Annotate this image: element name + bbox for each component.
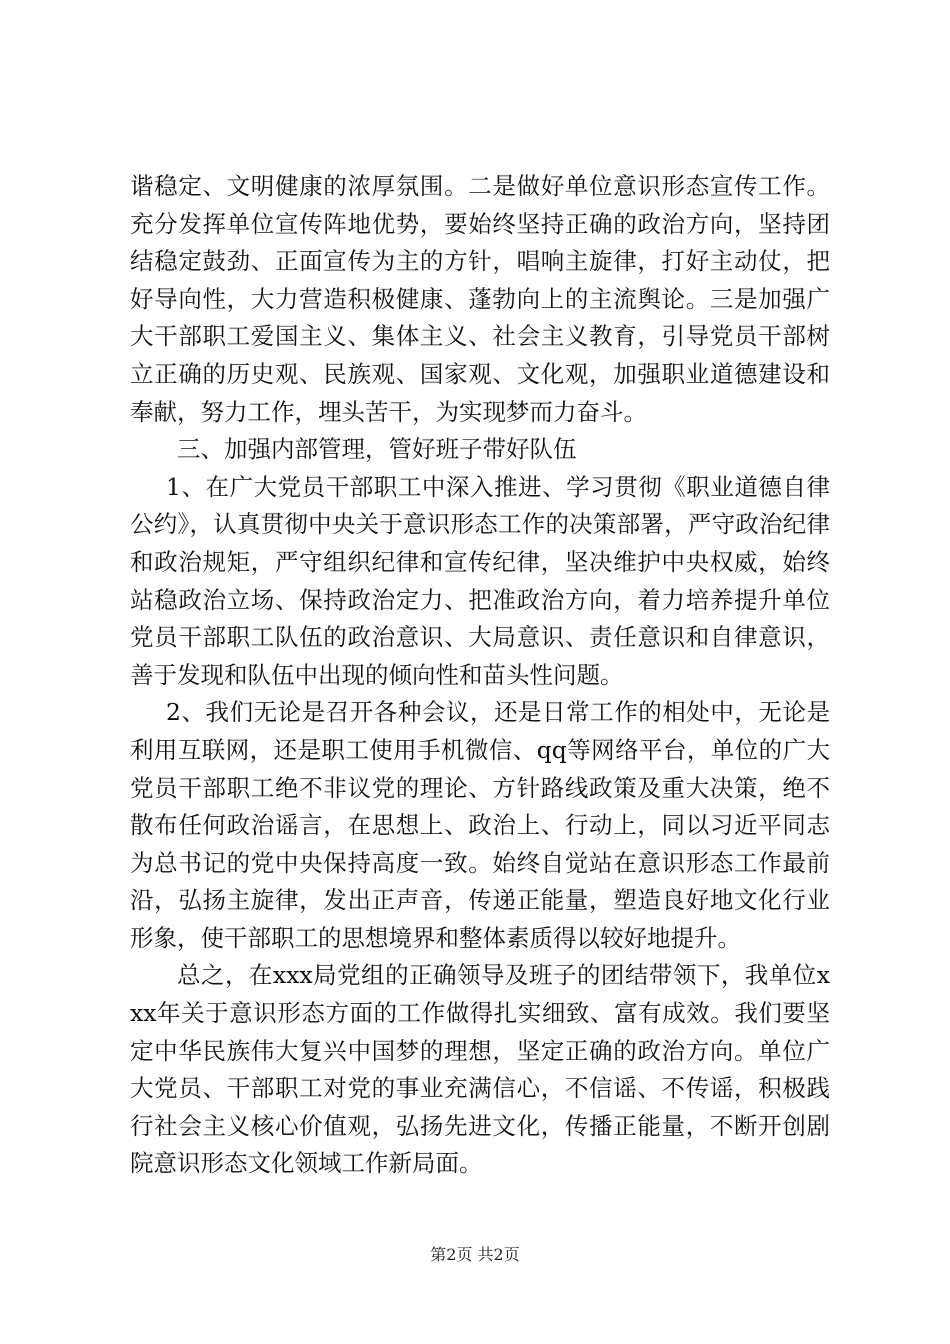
paragraph-summary: 总之，在xxx局党组的正确领导及班子的团结带领下，我单位xxx年关于意识形态方面的工作做得扎实细致、富有成效。我们要坚定中华民族伟大复兴中国梦的理想，坚定正确的政治方向。单位广大党员、干部职工对党的事业充满信心，不信谣、不传谣，积极践行社会主义核心价值观，弘扬先进文化，传播正能量，不断开创剧院意识形态文化领域工作新局面。: [130, 961, 830, 1178]
page-footer: 第2页 共2页: [430, 1245, 520, 1264]
document-body: [130, 168, 830, 1183]
paragraph-item-2: 2、我们无论是召开各种会议，还是日常工作的相处中，无论是利用互联网，还是职工使用手机微信、qq等网络平台，单位的广大党员干部职工绝不非议党的理论、方针路线政策及重大决策，绝不散布任何政治谣言，在思想上、政治上、行动上，同以习近平同志为总书记的党中央保持高度一致。始终自觉站在意识形态工作最前沿，弘扬主旋律，发出正声音，传递正能量，塑造良好地文化行业形象，使干部职工的思想境界和整体素质得以较好地提升。: [130, 698, 830, 952]
paragraph-item-1: 1、在广大党员干部职工中深入推进、学习贯彻《职业道德自律公约》，认真贯彻中央关于意识形态工作的决策部署，严守政治纪律和政治规矩，严守组织纪律和宣传纪律，坚决维护中央权威，始终站稳政治立场、保持政治定力、把准政治方向，着力培养提升单位党员干部职工队伍的政治意识、大局意识、责任意识和自律意识，善于发现和队伍中出现的倾向性和苗头性问题。: [130, 472, 830, 689]
paragraph-continuation: 谐稳定、文明健康的浓厚氛围。二是做好单位意识形态宣传工作。充分发挥单位宣传阵地优势，要始终坚持正确的政治方向，坚持团结稳定鼓劲、正面宣传为主的方针，唱响主旋律，打好主动仗，把好导向性，大力营造积极健康、蓬勃向上的主流舆论。三是加强广大干部职工爱国主义、集体主义、社会主义教育，引导党员干部树立正确的历史观、民族观、国家观、文化观，加强职业道德建设和奉献，努力工作，埋头苦干，为实现梦而力奋斗。: [130, 172, 830, 426]
section-heading: 三、加强内部管理，管好班子带好队伍: [177, 435, 577, 464]
